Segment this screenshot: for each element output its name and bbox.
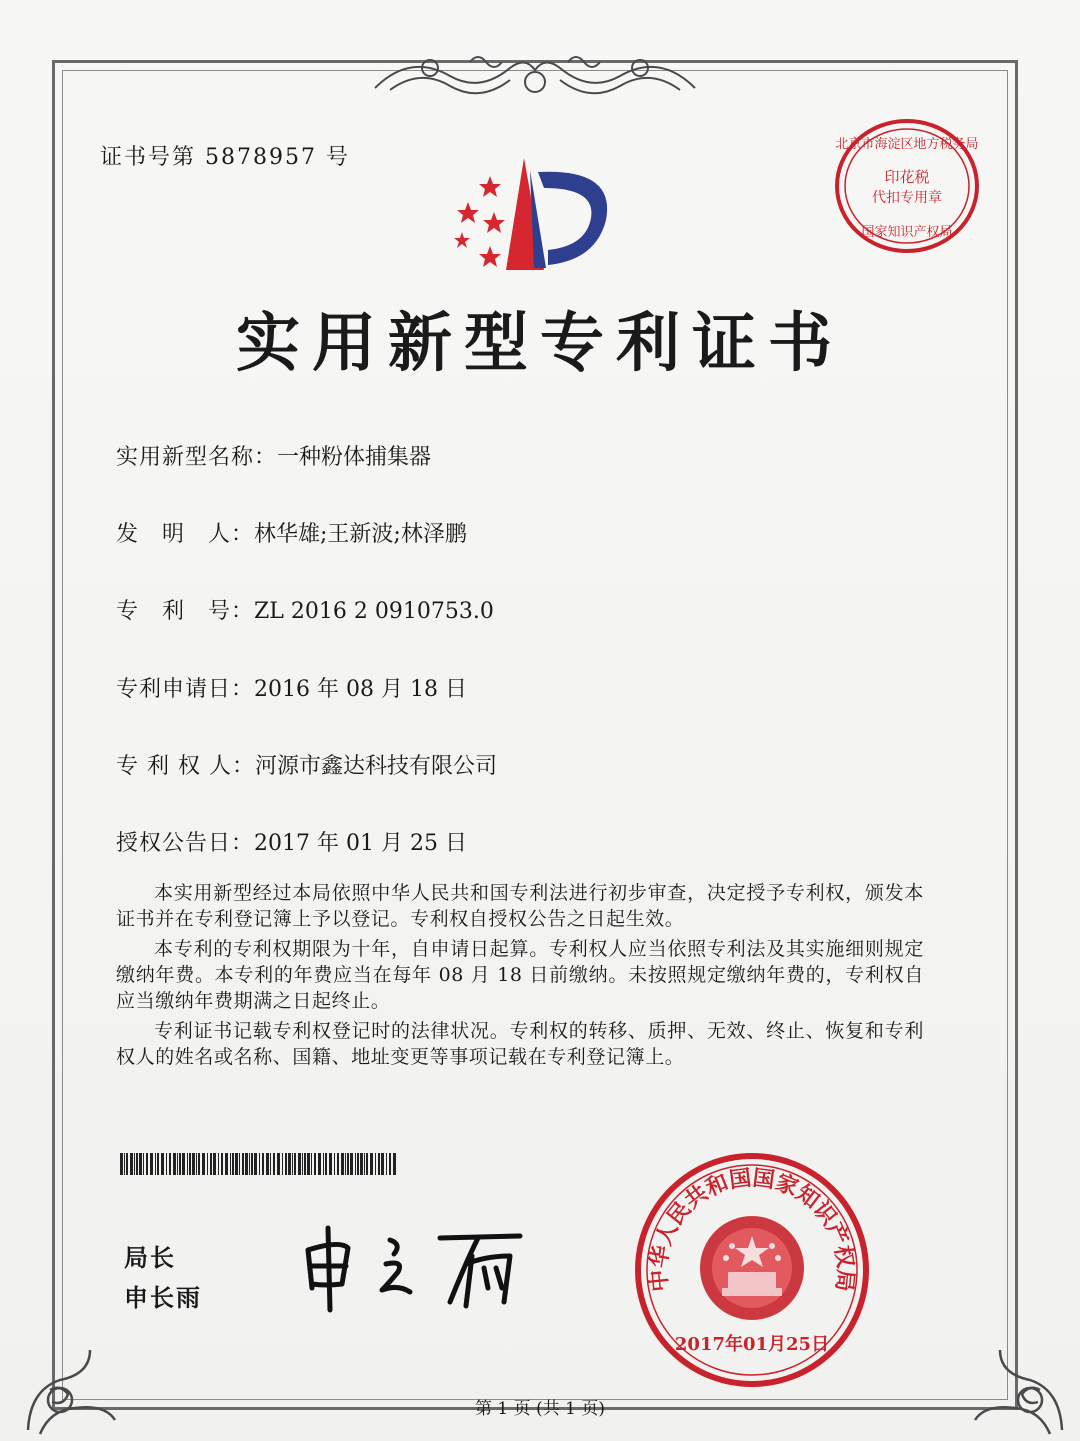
cnipa-logo-icon (446, 150, 616, 280)
certificate-title: 实用新型专利证书 (236, 307, 844, 381)
svg-text:中华人民共和国国家知识产权局: 中华人民共和国国家知识产权局 (646, 1166, 858, 1293)
corner-ornament-bottom-left (20, 1330, 130, 1440)
field-value: 2017 年 01 月 25 日 (254, 831, 467, 856)
body-paragraph: 本专利的专利权期限为十年，自申请日起算。专利权人应当依照专利法及其实施细则规定缴纳年费。本专利的年费应当在每年 08 月 18 日前缴纳。未按照规定缴纳年费的，专利权自应当缴纳年费期满之日起终止。 (116, 938, 924, 1012)
field-label: 专利申请日： (116, 677, 255, 702)
field-label: 专 利 权 人： (116, 754, 255, 779)
body-paragraph: 本实用新型经过本局依照中华人民共和国专利法进行初步审查，决定授予专利权，颁发本证书并在专利登记簿上予以登记。专利权自授权公告之日起生效。 (116, 882, 924, 930)
field-application-date (116, 672, 467, 703)
field-patentee (116, 749, 497, 780)
svg-text:代扣专用章: 代扣专用章 (872, 190, 942, 206)
field-grant-date (116, 826, 467, 857)
director-signature (290, 1210, 550, 1320)
barcode (120, 1153, 400, 1175)
field-value: 一种粉体捕集器 (277, 445, 432, 470)
director-name: 申长雨 (124, 1284, 202, 1312)
field-label: 专 利 号： (116, 599, 255, 624)
corner-ornament-bottom-right (950, 1330, 1070, 1440)
field-value: 2016 年 08 月 18 日 (254, 677, 467, 702)
certificate-number (100, 140, 350, 171)
certificate-number-value: 5878957 (205, 145, 317, 170)
certificate-body-text (116, 880, 924, 1074)
field-patent-number (116, 594, 494, 625)
field-inventors (116, 517, 467, 548)
svg-text:国家知识产权局: 国家知识产权局 (861, 225, 953, 240)
director-title: 局长 (124, 1244, 176, 1272)
body-paragraph: 专利证书记载专利权登记时的法律状况。专利权的转移、质押、无效、终止、恢复和专利权人的姓名或名称、国籍、地址变更等事项记载在专利登记簿上。 (116, 1020, 924, 1068)
field-value: ZL 2016 2 0910753.0 (254, 599, 494, 624)
cnipa-official-seal (632, 1150, 872, 1390)
certificate-number-suffix: 号 (326, 145, 351, 170)
page-indicator: 第 1 页 (共 1 页) (475, 1399, 605, 1419)
field-value: 河源市鑫达科技有限公司 (254, 754, 497, 779)
field-value: 林华雄;王新波;林泽鹏 (254, 522, 467, 547)
certificate-number-label: 证书号第 (100, 145, 197, 170)
field-label: 授权公告日： (116, 831, 255, 856)
top-ornament (370, 48, 700, 106)
field-label: 实用新型名称： (116, 445, 278, 470)
svg-text:北京市海淀区地方税务局: 北京市海淀区地方税务局 (835, 137, 979, 152)
tax-stamp-seal (832, 116, 982, 256)
field-label: 发 明 人： (116, 522, 255, 547)
field-utility-model-name (116, 440, 431, 471)
svg-text:印花税: 印花税 (884, 168, 930, 186)
seal-date: 2017年01月25日 (674, 1334, 830, 1355)
